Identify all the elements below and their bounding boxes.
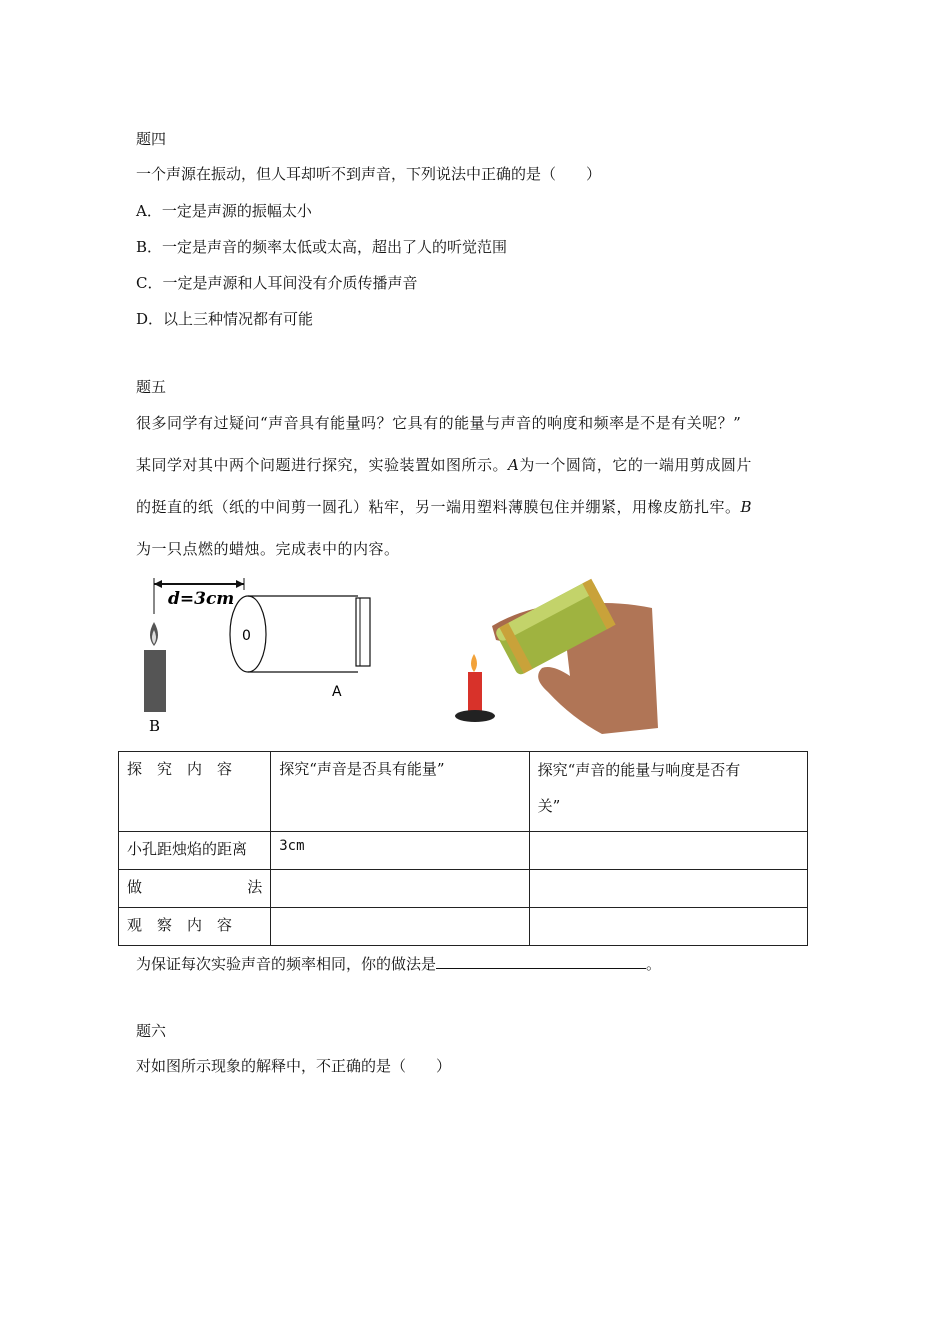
cell-header-col0: 探 究 内 容 <box>119 752 271 832</box>
q5-para2-text-a: 某同学对其中两个问题进行探究，实验装置如图所示。 <box>136 456 509 474</box>
candle-body <box>144 650 166 712</box>
q5-para4: 为一只点燃的蜡烛。完成表中的内容。 <box>136 540 400 558</box>
table-row-observation <box>119 908 808 946</box>
experiment-diagram <box>136 574 386 734</box>
cell-method-label <box>119 870 271 908</box>
experiment-table <box>118 751 808 946</box>
q5-fill-prefix: 为保证每次实验声音的频率相同，你的做法是 <box>136 955 437 973</box>
q5-para2 <box>136 454 752 475</box>
q5-para2-text-b: 为一个圆筒，它的一端用剪成圆片 <box>519 456 752 474</box>
q6-title: 题六 <box>136 1022 167 1040</box>
hole-label: 0 <box>242 628 251 644</box>
q4-title: 题四 <box>136 130 167 148</box>
cell-method-col1[interactable] <box>271 870 529 908</box>
experiment-photo <box>452 568 658 734</box>
q5-label-a-inline: A <box>508 456 520 474</box>
q5-fill-suffix: 。 <box>646 955 662 973</box>
q4-option-c: C．一定是声源和人耳间没有介质传播声音 <box>136 274 418 292</box>
q5-title: 题五 <box>136 378 167 396</box>
table-row-method <box>119 870 808 908</box>
table-row-distance <box>119 832 808 870</box>
distance-label: d=3cm <box>168 589 235 609</box>
q4-option-b: B．一定是声音的频率太低或太高，超出了人的听觉范围 <box>136 238 508 256</box>
q4-stem: 一个声源在振动，但人耳却听不到声音，下列说法中正确的是（ ） <box>136 165 602 183</box>
label-a: A <box>332 684 342 700</box>
cell-method-label-b: 法 <box>247 878 263 896</box>
photo-candle <box>468 672 482 712</box>
table-row-header <box>119 752 808 832</box>
label-b: B <box>149 717 161 734</box>
cell-method-col2[interactable] <box>529 870 807 908</box>
q5-answer-blank[interactable] <box>436 954 646 969</box>
cell-distance-col1: 3cm <box>271 832 529 870</box>
cell-header-col2-line1: 探究“声音的能量与响度是否有 <box>537 761 741 779</box>
cell-distance-label: 小孔距烛焰的距离 <box>119 832 271 870</box>
cell-method-label-a: 做 <box>127 878 143 896</box>
q6-stem: 对如图所示现象的解释中，不正确的是（ ） <box>136 1057 452 1075</box>
q5-para3-text: 的挺直的纸（纸的中间剪一圆孔）粘牢，另一端用塑料薄膜包住并绷紧，用橡皮筋扎牢。 <box>136 498 741 516</box>
tube-membrane-end <box>356 598 370 666</box>
cell-distance-col2[interactable] <box>529 832 807 870</box>
cell-observation-col1[interactable] <box>271 908 529 946</box>
cell-observation-label: 观 察 内 容 <box>119 908 271 946</box>
q5-label-b-inline: B <box>740 498 753 516</box>
q4-option-d: D．以上三种情况都有可能 <box>136 310 314 328</box>
q4-option-a: A．一定是声源的振幅太小 <box>136 202 312 220</box>
q5-para1: 很多同学有过疑问“声音具有能量吗？它具有的能量与声音的响度和频率是不是有关呢？” <box>136 414 742 432</box>
cell-header-col2 <box>529 752 807 832</box>
q5-para3 <box>136 496 752 517</box>
cell-header-col1: 探究“声音是否具有能量” <box>271 752 529 832</box>
cell-observation-col2[interactable] <box>529 908 807 946</box>
q5-fill-line <box>136 953 661 974</box>
cell-header-col2-line2: 关” <box>537 797 561 815</box>
